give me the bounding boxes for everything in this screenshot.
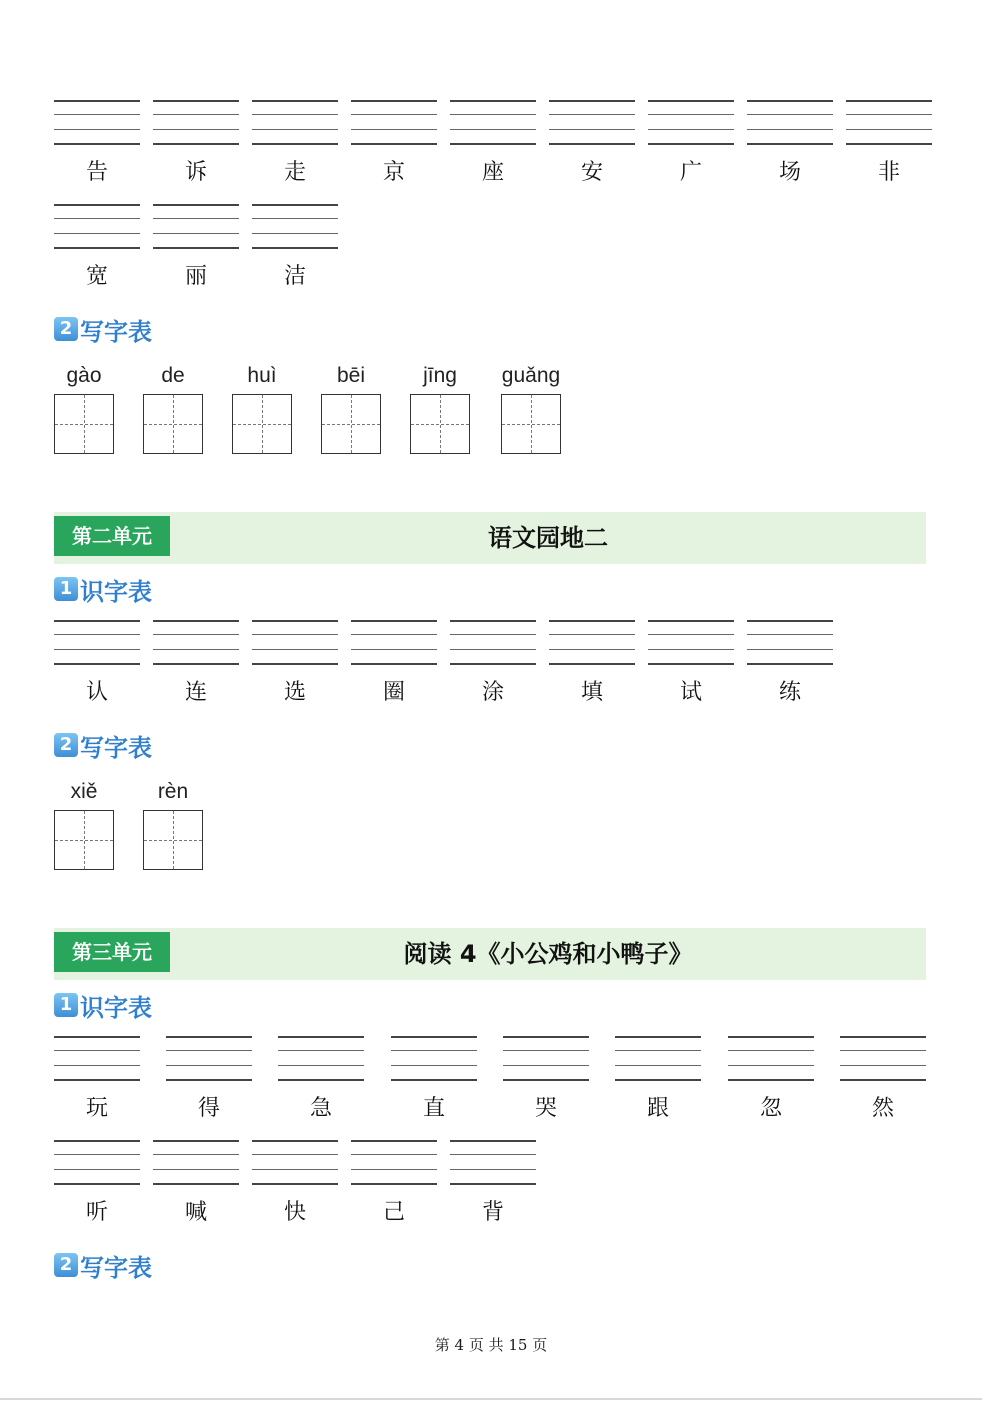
character: 连 bbox=[184, 680, 207, 705]
tian-grid-box[interactable] bbox=[410, 394, 470, 454]
character: 广 bbox=[679, 160, 702, 185]
unit-title: 阅读 4《小公鸡和小鸭子》 bbox=[403, 940, 693, 968]
read-table-heading bbox=[54, 574, 152, 604]
pinyin-label: gào bbox=[66, 364, 102, 387]
tian-grid-box[interactable] bbox=[54, 810, 114, 870]
pinyin-label: huì bbox=[247, 364, 277, 387]
write-lines bbox=[846, 100, 932, 144]
page-bottom-rule bbox=[0, 1398, 982, 1400]
write-lines bbox=[728, 1036, 814, 1080]
character: 认 bbox=[85, 680, 108, 705]
write-lines bbox=[747, 620, 833, 664]
section-number-badge: 2 bbox=[54, 317, 78, 341]
write-lines bbox=[166, 1036, 252, 1080]
character: 填 bbox=[580, 680, 603, 705]
unit-title: 语文园地二 bbox=[488, 524, 608, 552]
character: 急 bbox=[309, 1096, 332, 1121]
character: 试 bbox=[679, 680, 702, 705]
write-lines bbox=[252, 204, 338, 248]
character: 非 bbox=[877, 160, 900, 185]
section-title: 写字表 bbox=[80, 317, 152, 346]
pinyin-label: xiě bbox=[70, 780, 98, 803]
write-lines bbox=[450, 620, 536, 664]
character: 场 bbox=[778, 160, 801, 185]
pinyin-label: rèn bbox=[157, 780, 189, 803]
character: 宽 bbox=[85, 264, 108, 289]
section-number-badge: 2 bbox=[54, 1253, 78, 1277]
write-lines bbox=[615, 1036, 701, 1080]
write-lines bbox=[153, 100, 239, 144]
character: 安 bbox=[580, 160, 603, 185]
write-lines bbox=[153, 1140, 239, 1184]
character: 听 bbox=[85, 1200, 108, 1225]
section-number-badge: 1 bbox=[54, 577, 78, 601]
character: 然 bbox=[871, 1096, 894, 1121]
character: 喊 bbox=[184, 1200, 207, 1225]
write-lines bbox=[648, 620, 734, 664]
character: 哭 bbox=[534, 1096, 557, 1121]
tian-grid-box[interactable] bbox=[54, 394, 114, 454]
section-number-badge: 2 bbox=[54, 733, 78, 757]
character: 座 bbox=[481, 160, 504, 185]
write-lines bbox=[54, 1140, 140, 1184]
character: 直 bbox=[422, 1096, 445, 1121]
pinyin-label: jīng bbox=[423, 364, 457, 387]
pinyin-label: de bbox=[161, 364, 185, 387]
write-lines bbox=[840, 1036, 926, 1080]
write-lines bbox=[747, 100, 833, 144]
character: 得 bbox=[197, 1096, 220, 1121]
character: 走 bbox=[283, 160, 306, 185]
character: 练 bbox=[778, 680, 801, 705]
unit-banner bbox=[54, 928, 926, 980]
section-title: 写字表 bbox=[80, 1253, 152, 1282]
write-lines bbox=[252, 100, 338, 144]
character: 选 bbox=[283, 680, 306, 705]
page-footer: 第 4 页 共 15 页 bbox=[434, 1336, 548, 1354]
character: 快 bbox=[283, 1200, 306, 1225]
write-lines bbox=[278, 1036, 364, 1080]
write-lines bbox=[503, 1036, 589, 1080]
write-lines bbox=[252, 620, 338, 664]
write-lines bbox=[153, 204, 239, 248]
section-title: 识字表 bbox=[80, 993, 152, 1022]
tian-grid-box[interactable] bbox=[321, 394, 381, 454]
character: 忽 bbox=[759, 1096, 782, 1121]
write-lines bbox=[54, 620, 140, 664]
write-table-heading bbox=[54, 1250, 152, 1280]
section-title: 识字表 bbox=[80, 577, 152, 606]
write-lines bbox=[54, 204, 140, 248]
character: 跟 bbox=[646, 1096, 669, 1121]
write-lines bbox=[549, 100, 635, 144]
unit-tag: 第三单元 bbox=[54, 932, 170, 972]
character: 告 bbox=[85, 160, 108, 185]
write-lines bbox=[450, 1140, 536, 1184]
unit-banner bbox=[54, 512, 926, 564]
character: 诉 bbox=[184, 160, 207, 185]
unit-tag: 第二单元 bbox=[54, 516, 170, 556]
write-lines bbox=[153, 620, 239, 664]
character: 圈 bbox=[382, 680, 405, 705]
write-lines bbox=[252, 1140, 338, 1184]
tian-grid-box[interactable] bbox=[232, 394, 292, 454]
write-lines bbox=[391, 1036, 477, 1080]
write-lines bbox=[450, 100, 536, 144]
character: 己 bbox=[382, 1200, 405, 1225]
tian-grid-box[interactable] bbox=[501, 394, 561, 454]
write-lines bbox=[54, 1036, 140, 1080]
write-lines bbox=[648, 100, 734, 144]
section-title: 写字表 bbox=[80, 733, 152, 762]
write-table-heading bbox=[54, 730, 152, 760]
tian-grid-box[interactable] bbox=[143, 394, 203, 454]
character: 丽 bbox=[184, 264, 207, 289]
write-table-heading bbox=[54, 314, 152, 344]
write-lines bbox=[351, 1140, 437, 1184]
write-lines bbox=[549, 620, 635, 664]
pinyin-label: guǎng bbox=[501, 364, 561, 387]
write-lines bbox=[351, 100, 437, 144]
write-lines bbox=[54, 100, 140, 144]
character: 涂 bbox=[481, 680, 504, 705]
character: 背 bbox=[481, 1200, 504, 1225]
read-table-heading bbox=[54, 990, 152, 1020]
tian-grid-box[interactable] bbox=[143, 810, 203, 870]
section-number-badge: 1 bbox=[54, 993, 78, 1017]
character: 京 bbox=[382, 160, 405, 185]
write-lines bbox=[351, 620, 437, 664]
pinyin-label: bēi bbox=[336, 364, 366, 387]
character: 洁 bbox=[283, 264, 306, 289]
character: 玩 bbox=[85, 1096, 108, 1121]
